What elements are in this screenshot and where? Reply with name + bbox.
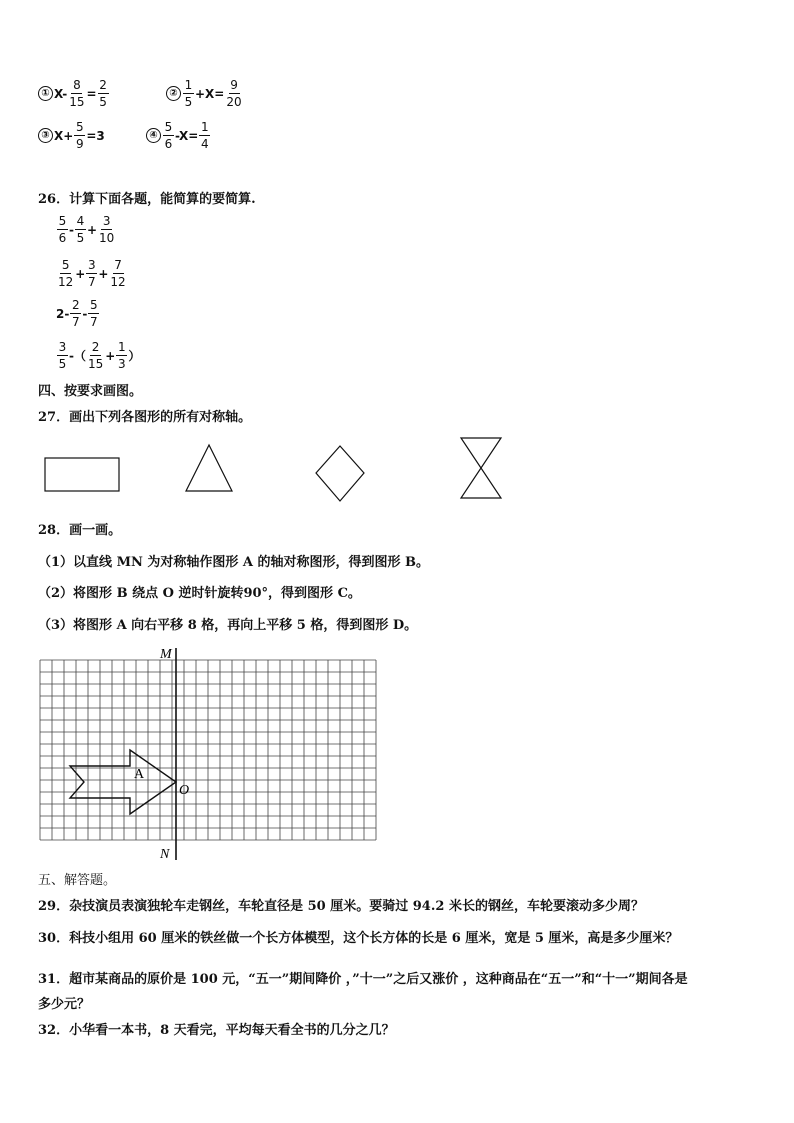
label-o: O — [179, 783, 190, 798]
q30-text: 30．科技小组用 60 厘米的铁丝做一个长方体模型，这个长方体的长是 6 厘米，宽是 5 厘米，高是多少厘米？ — [38, 931, 679, 946]
operator-text: =3 — [86, 128, 105, 143]
q32-text: 32．小华看一本书，8 天看完，平均每天看全书的几分之几？ — [38, 1023, 395, 1038]
numerator: 5 — [164, 120, 173, 134]
denominator: 12 — [58, 275, 74, 289]
operator-text: + — [75, 266, 86, 281]
rectangle-shape — [45, 458, 119, 491]
triangle-shape — [186, 445, 232, 491]
equation-3 — [38, 120, 105, 151]
denominator: 7 — [88, 275, 96, 289]
operator-text: ） — [128, 349, 141, 363]
fraction — [87, 340, 104, 371]
denominator: 5 — [184, 95, 193, 109]
numerator: 3 — [88, 258, 96, 272]
q28-item-3: （3）将图形 A 向右平移 8 格，再向上平移 5 格，得到图形 D。 — [38, 618, 418, 633]
equation-body — [54, 78, 110, 109]
operator-text: 2- — [56, 306, 70, 321]
operator-text: - — [69, 222, 74, 237]
q28-item-1: （1）以直线 MN 为对称轴作图形 A 的轴对称图形，得到图形 B。 — [38, 555, 430, 570]
equation-body — [182, 78, 244, 109]
numerator: 1 — [200, 120, 209, 134]
q26-title: 26．计算下面各题，能简算的要简算. — [38, 192, 256, 207]
q26-expression-4 — [56, 340, 140, 371]
label-a: A — [134, 767, 145, 782]
fraction — [68, 78, 85, 109]
rhombus-shape — [316, 446, 364, 501]
q26-expression-3 — [56, 298, 100, 329]
denominator: 20 — [226, 95, 242, 109]
denominator: 6 — [164, 137, 173, 151]
fraction — [57, 340, 68, 371]
equation-number: ④ — [146, 128, 161, 143]
denominator: 15 — [87, 357, 104, 371]
denominator: 5 — [99, 95, 107, 109]
equation-number: ① — [38, 86, 53, 101]
operator-text: + — [86, 222, 98, 237]
q26-expression-2 — [56, 258, 128, 289]
numerator: 2 — [72, 298, 80, 312]
q28-title: 28．画一画。 — [38, 523, 122, 538]
fraction — [74, 120, 85, 151]
numerator: 5 — [58, 214, 67, 228]
denominator: 15 — [69, 95, 85, 109]
operator-text: +X= — [195, 86, 225, 101]
fraction — [163, 120, 174, 151]
equation-4 — [146, 120, 211, 151]
section-5-heading: 五、解答题。 — [38, 873, 117, 888]
fraction — [86, 258, 97, 289]
fraction — [183, 78, 194, 109]
denominator: 7 — [90, 315, 98, 329]
fraction — [57, 214, 68, 245]
numerator: 2 — [91, 340, 100, 354]
denominator: 12 — [110, 275, 126, 289]
equation-body — [162, 120, 211, 151]
q27-shapes — [40, 434, 510, 506]
equation-body — [54, 120, 105, 151]
equation-2 — [166, 78, 244, 109]
q27-title: 27．画出下列各图形的所有对称轴。 — [38, 410, 252, 425]
fraction — [225, 78, 242, 109]
fraction — [98, 214, 115, 245]
q28-item-2: （2）将图形 B 绕点 O 逆时针旋转90°，得到图形 C。 — [38, 586, 361, 601]
fraction — [57, 258, 74, 289]
denominator: 10 — [99, 231, 115, 245]
numerator: 8 — [73, 78, 81, 92]
denominator: 5 — [76, 231, 85, 245]
q31-line-1: 31．超市某商品的原价是 100 元，“五一”期间降价 ，”十一”之后又涨价 ，这种商品在“五一”和“十一”期间各是 — [38, 972, 688, 987]
equation-number: ② — [166, 86, 181, 101]
denominator: 6 — [58, 231, 67, 245]
fraction — [199, 120, 210, 151]
fraction — [88, 298, 99, 329]
numerator: 5 — [90, 298, 98, 312]
section-4-heading: 四、按要求画图。 — [38, 384, 143, 399]
operator-text: X+ — [54, 128, 74, 143]
numerator: 2 — [99, 78, 107, 92]
operator-text: -（ — [69, 349, 86, 363]
numerator: 3 — [58, 340, 67, 354]
operator-text: = — [86, 86, 97, 101]
numerator: 5 — [75, 120, 84, 134]
grid-lines — [40, 660, 376, 840]
denominator: 4 — [200, 137, 209, 151]
hourglass-shape — [461, 438, 501, 498]
fraction — [109, 258, 126, 289]
operator-text: + — [98, 266, 109, 281]
fraction — [75, 214, 86, 245]
numerator: 5 — [61, 258, 70, 272]
numerator: 4 — [76, 214, 85, 228]
fraction — [98, 78, 109, 109]
operator-text: - — [82, 306, 88, 321]
numerator: 1 — [118, 340, 126, 354]
equation-1 — [38, 78, 110, 109]
numerator: 7 — [114, 258, 122, 272]
numerator: 3 — [102, 214, 111, 228]
denominator: 7 — [72, 315, 80, 329]
operator-text: X- — [54, 86, 68, 101]
label-m: M — [160, 647, 172, 662]
numerator: 9 — [230, 78, 238, 92]
q28-grid-figure — [38, 642, 383, 864]
denominator: 5 — [58, 357, 67, 371]
q26-expression-1 — [56, 214, 116, 245]
numerator: 1 — [184, 78, 193, 92]
denominator: 9 — [75, 137, 84, 151]
q29-text: 29．杂技演员表演独轮车走钢丝，车轮直径是 50 厘米。要骑过 94.2 米长的钢丝，车轮要滚动多少周？ — [38, 899, 644, 914]
label-n: N — [160, 847, 170, 862]
operator-text: -X= — [175, 128, 199, 143]
operator-text: + — [105, 348, 116, 363]
denominator: 3 — [118, 357, 126, 371]
fraction — [70, 298, 81, 329]
equation-number: ③ — [38, 128, 53, 143]
q31-line-2: 多少元？ — [38, 997, 91, 1012]
fraction — [116, 340, 127, 371]
